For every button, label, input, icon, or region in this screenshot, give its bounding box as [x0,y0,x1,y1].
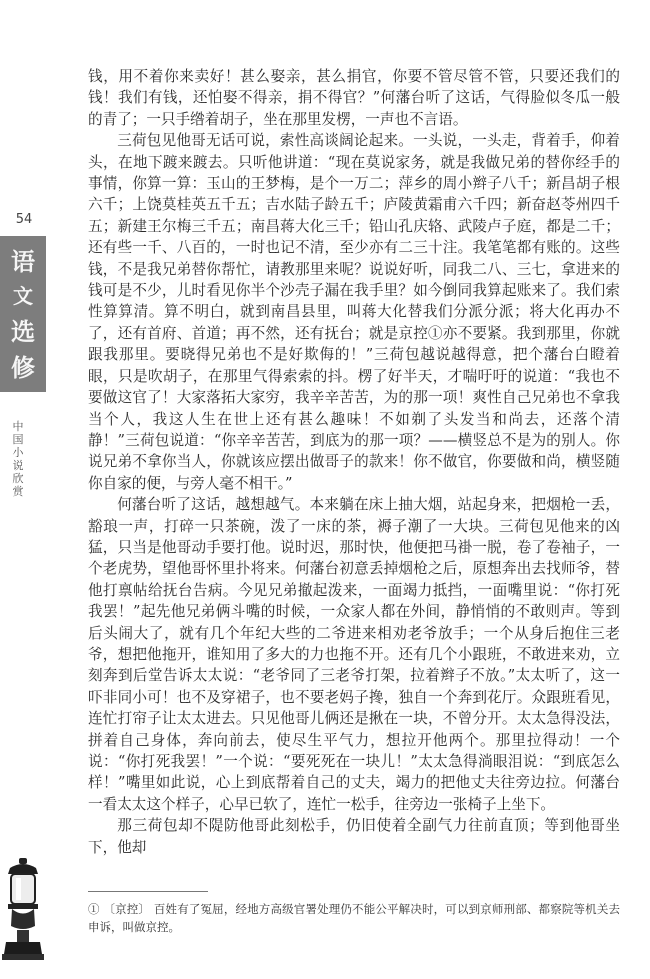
tab-char: 选 [11,317,35,346]
footnote: ① 〔京控〕 百姓有了冤屈，经地方高级官署处理仍不能公平解决时，可以到京师刑部、都察院等机关去申诉，叫做京控。 [88,902,620,934]
book-title: 中国小说欣赏 [12,420,24,498]
paragraph: 三荷包见他哥无话可说，索性高谈阔论起来。一头说，一头走，背着手，仰着头，在地下踱来踱去。只听他讲道：“现在莫说家务，就是我做兄弟的替你经手的事情，你算一算：玉山的王梦梅，是个一万二；萍乡的周小辫子八千；新昌胡子根六千；上饶莫桂英五千五；吉水陆子龄五千；庐陵黄霜甫六千四；新奋赵苓州四千五；新建王尔梅三千五；南昌蒋大化三千；铅山孔庆辂、武陵卢子庭，都是二千；还有些一千、八百的，一时也记不清，至少亦有二三十注。我笔笔都有账的。这些钱，不是我兄弟替你帮忙，请教那里来呢？说说好听，同我二八、三七，拿进来的钱可是不少，儿时看见你半个沙壳子漏在我手里？如今倒同我算起账来了。我们索性算算清。算不明白，就到南昌县里，叫蒋大化替我们分派分派；将大化再办不了，还有首府、首道；再不然，还有抚台；就是京控①亦不要紧。我到那里，你就跟我那里。要晓得兄弟也不是好欺侮的！”三荷包越说越得意，把个藩台白瞪着眼，只是吹胡子，在那里气得索索的抖。楞了好半天，才喘吁吁的说道：“我也不要做这官了！大家落拓大家穷，我辛辛苦苦，为的那一项！爽性自己兄弟也不拿我当个人，我这人生在世上还有甚么趣味！不如剃了头发当和尚去，还落个清静！”三荷包说道：“你辛辛苦苦，到底为的那一项？——横竖总不是为的别人。你说兄弟不拿你当人，你就该应摆出做哥子的款来！你不做官，你要做和尚，横竖随你自家的便，与旁人毫不相干。” [88,132,620,492]
tab-char: 修 [11,353,35,382]
tab-char: 语 [11,247,35,276]
paragraph: 钱，用不着你来卖好！甚么娶亲，甚么捐官，你要不管尽管不管，只要还我们的钱！我们有钱，还怕娶不得亲，捐不得官？”何藩台听了这话，气得脸似冬瓜一般的青了；一只手绺着胡子，坐在那里发楞，一声也不言语。 [88,68,620,128]
paragraph: 何藩台听了这话，越想越气。本来躺在床上抽大烟，站起身来，把烟枪一丢，豁琅一声，打碎一只茶碗，泼了一床的茶，褥子潮了一大块。三荷包见他来的凶猛，只当是他哥动手要打他。说时迟，那时快，他便把马褂一脱，卷了卷袖子，一个老虎势，望他哥怀里扑将来。何藩台初意丢掉烟枪之后，原想奔出去找师爷，替他打禀帖给抚台告病。今见兄弟撤起泼来，一面竭力抵挡，一面嘴里说：“你打死我罢！”起先他兄弟俩斗嘴的时候，一众家人都在外间，静悄悄的不敢则声。等到后头闹大了，就有几个年纪大些的二爷进来相劝老爷放手；一个从身后抱住三老爷，想把他拖开，谁知用了多大的力也拖不开。还有几个小跟班，不敢进来劝，立刻奔到后堂告诉太太说：“老爷同了三老爷打架，拉着辫子不放。”太太听了，这一吓非同小可！也不及穿裙子，也不要老妈子搀，独自一个奔到花厅。众跟班看见，连忙打帘子让太太进去。只见他哥儿俩还是揪在一块，不曾分开。太太急得没法，拼着自己身体，奔向前去，使尽生平气力，想拉开他两个。那里拉得动！一个说：“你打死我罢！”一个说：“要死死在一块儿！”太太急得淌眼泪说：“到底怎么样！”嘴里如此说，心上到底帮着自己的丈夫，竭力的把他丈夫往旁边拉。何藩台一看太太这个样子，心早已软了，连忙一松手，往旁边一张椅子上坐下。 [88,496,620,813]
body-text [88,66,620,858]
page-number: 54 [15,212,33,227]
paragraph: 那三荷包却不隄防他哥此刻松手，仍旧使着全副气力往前直顶；等到他哥坐下，他却 [88,817,620,856]
footnote-divider [88,891,208,892]
oil-lamp-icon [2,858,44,968]
tab-char: 文 [13,284,33,308]
section-tab [0,236,46,392]
